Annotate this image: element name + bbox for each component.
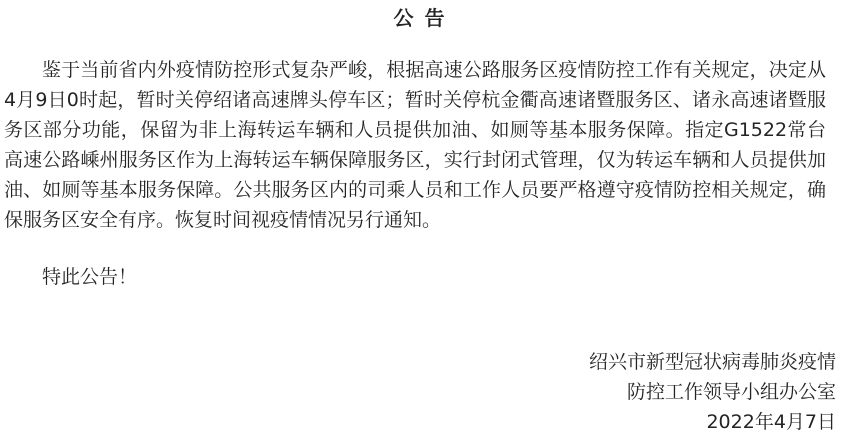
closing-line: 特此公告！ <box>42 266 138 288</box>
document-title: 公 告 <box>393 6 447 30</box>
signature-org-line-1: 绍兴市新型冠状病毒肺炎疫情 <box>588 351 836 373</box>
signature-date: 2022年4月7日 <box>706 411 836 433</box>
body-paragraph: 鉴于当前省内外疫情防控形式复杂严峻，根据高速公路服务区疫情防控工作有关规定，决定从4月9日0时起，暂时关停绍诸高速牌头停车区；暂时关停杭金衢高速诸暨服务区、诸永高速诸暨服务区部分功能，保留为非上海转运车辆和人员提供加油、如厕等基本服务保障。指定G1522常台高速公路嵊州服务区作为上海转运车辆保障服务区，实行封闭式管理，仅为转运车辆和人员提供加油、如厕等基本服务保障。公共服务区内的司乘人员和工作人员要严格遵守疫情防控相关规定，确保服务区安全有序。恢复时间视疫情情况另行通知。 <box>4 59 826 231</box>
signature-block <box>4 347 836 434</box>
signature-org-line-2: 防控工作领导小组办公室 <box>626 381 836 403</box>
